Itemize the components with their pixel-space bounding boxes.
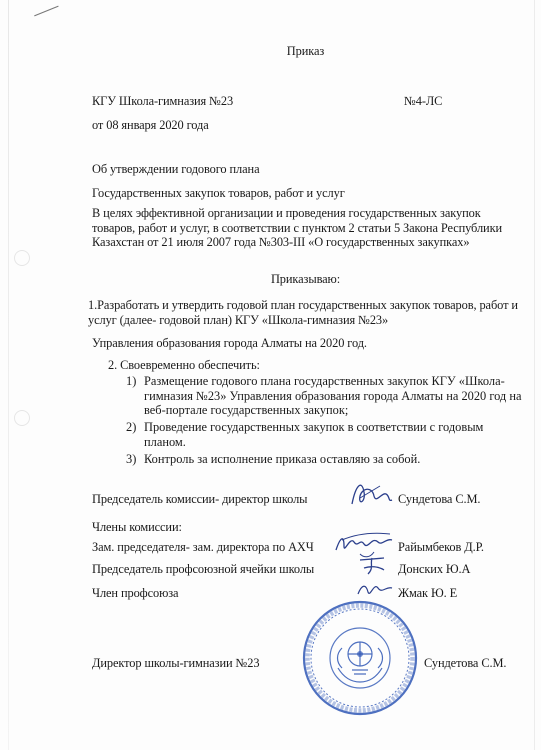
punch-hole: [14, 250, 30, 266]
union-chair-name: Донских Ю.А: [398, 562, 471, 576]
director-name: Сундетова С.М.: [424, 656, 507, 670]
order-date: от 08 января 2020 года: [92, 118, 209, 132]
punch-hole: [14, 410, 30, 426]
official-seal-icon: [300, 598, 420, 718]
chair-role: Председатель комиссии- директор школы: [92, 492, 308, 506]
document-title: Приказ: [286, 44, 325, 58]
pen-mark: [34, 6, 64, 30]
sub-item-number: 3): [126, 452, 137, 466]
chair-signature: [346, 478, 396, 510]
union-member-name: Жмак Ю. Е: [398, 586, 458, 600]
sub-item-number: 1): [126, 374, 137, 388]
chair-name: Сундетова С.М.: [398, 492, 481, 506]
deputy-name: Райымбеков Д.Р.: [398, 540, 484, 554]
order-number: №4-ЛС: [404, 94, 443, 108]
order-item-2: 2. Своевременно обеспечить:: [108, 358, 260, 372]
order-word: Приказываю:: [270, 272, 341, 286]
deputy-role: Зам. председателя- зам. директора по АХЧ: [92, 540, 314, 554]
sub-item-text: Контроль за исполнение приказа оставляю за собой.: [144, 452, 421, 466]
order-item-1: 1.Разработать и утвердить годовой план государственных закупок товаров, работ и услуг (далее- годовой план) КГУ «Школа-гимназия №23»: [88, 298, 518, 327]
union-member-role: Член профсоюза: [92, 586, 179, 600]
preamble-paragraph: В целях эффективной организации и проведения государственных закупок товаров, работ и услуг, в соответствии с пунктом 2 статьи 5 Закона Республики Казахстан от 21 июля 2007 года №303-III «О государственных закупках»: [92, 206, 503, 249]
sub-item-number: 2): [126, 420, 137, 434]
members-label: Члены комиссии:: [92, 520, 182, 534]
union-chair-role: Председатель профсоюзной ячейки школы: [92, 562, 315, 576]
sub-item-text: Проведение государственных закупок в соответствии с годовым планом.: [144, 420, 484, 449]
organization-name: КГУ Школа-гимназия №23: [92, 94, 234, 108]
scan-edge-right: [534, 0, 535, 750]
order-item-1-continuation: Управления образования города Алматы на 2020 год.: [92, 336, 367, 350]
subject-line-2: Государственных закупок товаров, работ и услуг: [92, 186, 345, 200]
scan-edge-left: [8, 0, 9, 750]
subject-line-1: Об утверждении годового плана: [92, 162, 260, 176]
director-role: Директор школы-гимназии №23: [92, 656, 260, 670]
sub-item-text: Размещение годового плана государственных закупок КГУ «Школа-гимназия №23» Управления образования города Алматы на 2020 год на веб-портале государственных закупок;: [144, 374, 522, 417]
